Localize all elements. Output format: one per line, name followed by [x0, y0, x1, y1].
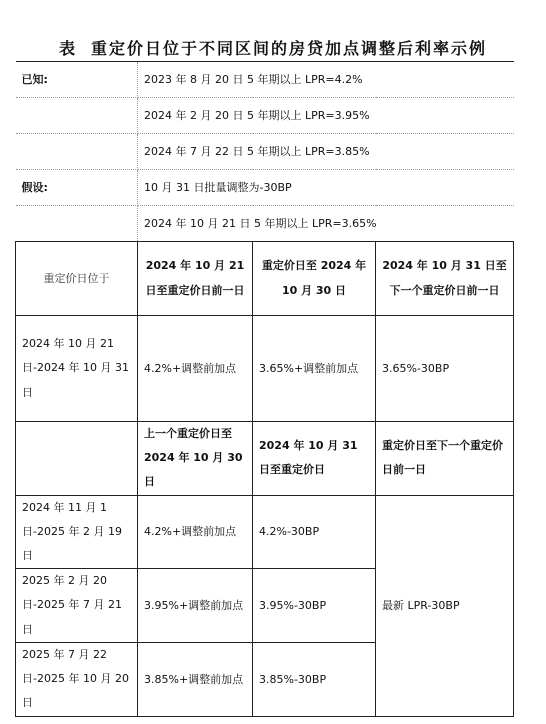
known-label-empty [16, 98, 138, 134]
known-label: 已知: [16, 62, 138, 98]
header-cell: 2024 年 10 月 31 日至重定价日 [253, 422, 376, 496]
known-label-empty [16, 134, 138, 170]
title-text: 重定价日位于不同区间的房贷加点调整后利率示例 [91, 39, 488, 58]
rate-cell: 3.65%-30BP [376, 316, 514, 422]
assume-item: 2024 年 10 月 21 日 5 年期以上 LPR=3.65% [138, 206, 514, 242]
assume-label: 假设: [16, 170, 138, 206]
known-row-1 [16, 62, 514, 98]
rate-cell: 4.2%-30BP [253, 495, 376, 569]
assume-label-empty [16, 206, 138, 242]
title-lead: 表 [58, 39, 77, 58]
merged-rate-cell: 最新 LPR-30BP [376, 495, 514, 716]
grid-header-row-2 [16, 422, 514, 496]
table-row [16, 316, 514, 422]
range-cell: 2025 年 7 月 22 日-2025 年 10 月 20 日 [16, 642, 138, 716]
empty-cell [16, 422, 138, 496]
rate-cell: 3.95%+调整前加点 [138, 569, 253, 643]
rate-cell: 4.2%+调整前加点 [138, 495, 253, 569]
known-item: 2024 年 2 月 20 日 5 年期以上 LPR=3.95% [138, 98, 514, 134]
rate-cell: 3.85%+调整前加点 [138, 642, 253, 716]
rate-example-table [15, 61, 514, 717]
table-row [16, 495, 514, 569]
header-cell: 2024 年 10 月 21 日至重定价日前一日 [138, 242, 253, 316]
header-cell: 2024 年 10 月 31 日至下一个重定价日前一日 [376, 242, 514, 316]
known-item: 2024 年 7 月 22 日 5 年期以上 LPR=3.85% [138, 134, 514, 170]
range-cell: 2025 年 2 月 20 日-2025 年 7 月 21 日 [16, 569, 138, 643]
assume-row-1 [16, 170, 514, 206]
range-cell: 2024 年 10 月 21 日-2024 年 10 月 31 日 [16, 316, 138, 422]
known-item: 2023 年 8 月 20 日 5 年期以上 LPR=4.2% [138, 62, 514, 98]
assume-row-2 [16, 206, 514, 242]
row-header-label: 重定价日位于 [16, 242, 138, 316]
rate-cell: 3.65%+调整前加点 [253, 316, 376, 422]
known-row-3 [16, 134, 514, 170]
rate-cell: 3.95%-30BP [253, 569, 376, 643]
header-cell: 重定价日至下一个重定价日前一日 [376, 422, 514, 496]
known-row-2 [16, 98, 514, 134]
assume-item: 10 月 31 日批量调整为-30BP [138, 170, 514, 206]
page-title [0, 36, 546, 59]
header-cell: 上一个重定价日至 2024 年 10 月 30 日 [138, 422, 253, 496]
rate-cell: 3.85%-30BP [253, 642, 376, 716]
grid-header-row-1 [16, 242, 514, 316]
range-cell: 2024 年 11 月 1 日-2025 年 2 月 19 日 [16, 495, 138, 569]
rate-cell: 4.2%+调整前加点 [138, 316, 253, 422]
header-cell: 重定价日至 2024 年 10 月 30 日 [253, 242, 376, 316]
